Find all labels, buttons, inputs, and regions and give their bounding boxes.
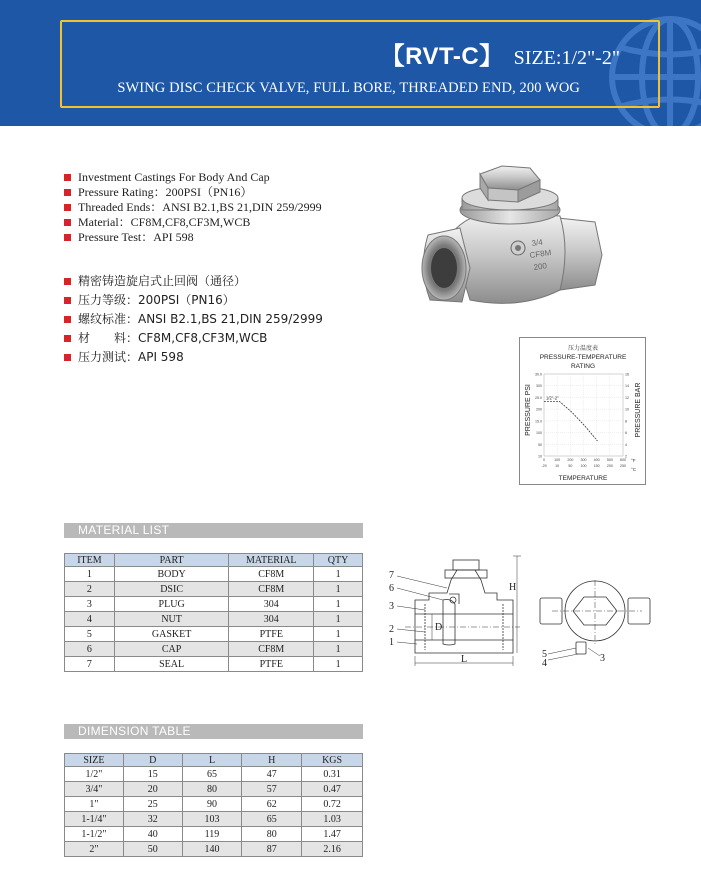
x-tick-label-f: 500 <box>606 458 613 462</box>
y2-tick-label: 6 <box>625 431 627 436</box>
feature-item: 材 料：CF8M,CF8,CF3M,WCB <box>64 329 323 348</box>
table-cell: 50 <box>123 842 182 857</box>
table-cell: 80 <box>242 827 302 842</box>
column-header: L <box>182 754 242 767</box>
y2-tick-label: 4 <box>625 442 627 447</box>
table-cell: 57 <box>242 782 302 797</box>
table-cell: 1/2" <box>65 767 124 782</box>
features-chinese <box>64 272 323 367</box>
x-tick-label-f: 0 <box>543 458 545 462</box>
bullet-square-icon <box>64 316 71 323</box>
table-cell: 304 <box>229 612 314 627</box>
y-tick-label: 30.0 <box>535 372 542 377</box>
y-tick-label: 100 <box>536 431 542 436</box>
y2-tick-label: 14 <box>625 384 629 389</box>
table-cell: 0.72 <box>302 797 363 812</box>
table-cell: 65 <box>182 767 242 782</box>
chart-ylabel-left: PRESSURE PSI <box>525 384 532 436</box>
table-cell: 2" <box>65 842 124 857</box>
table-cell: 0.47 <box>302 782 363 797</box>
chart-title-cn: 压力温度表 <box>567 345 599 352</box>
x-tick-label-f: 200 <box>567 458 574 462</box>
y-tick-label: 25.0 <box>535 395 542 400</box>
table-cell: 15 <box>123 767 182 782</box>
x-tick-label-c: 10 <box>555 464 560 468</box>
x-tick-label-c: 150 <box>593 464 600 468</box>
callout-5: 5 <box>542 649 547 660</box>
svg-text:CF8M: CF8M <box>529 248 552 260</box>
table-cell: 1.03 <box>302 812 363 827</box>
series-label: 1/2"-2" <box>546 395 559 401</box>
x-tick-label-c: 100 <box>580 464 587 468</box>
callout-1: 1 <box>389 637 394 648</box>
bullet-square-icon <box>64 335 71 342</box>
table-row <box>65 642 363 657</box>
x-tick-label-f: 300 <box>580 458 587 462</box>
table-cell: 304 <box>229 597 314 612</box>
chart-xlabel: TEMPERATURE <box>558 475 608 482</box>
features-english <box>64 170 322 245</box>
table-row <box>65 827 363 842</box>
table-cell: 103 <box>182 812 242 827</box>
dim-d-label: D <box>435 622 443 633</box>
table-cell: 62 <box>242 797 302 812</box>
table-row <box>65 567 363 582</box>
table-cell: 90 <box>182 797 242 812</box>
y-tick-label: 50 <box>538 442 542 447</box>
column-header: H <box>242 754 302 767</box>
bullet-square-icon <box>64 234 71 241</box>
table-cell: NUT <box>114 612 229 627</box>
callout-3: 3 <box>389 601 394 612</box>
pressure-temperature-chart <box>519 337 646 485</box>
table-cell: 1 <box>314 657 363 672</box>
y2-tick-label: 10 <box>625 407 629 412</box>
table-cell: 119 <box>182 827 242 842</box>
chart-title-line2: RATING <box>570 363 596 370</box>
table-cell: 25 <box>123 797 182 812</box>
bullet-square-icon <box>64 354 71 361</box>
table-row <box>65 767 363 782</box>
feature-item: 压力测试：API 598 <box>64 348 323 367</box>
chart-unit-f: °F <box>631 458 636 463</box>
valve-product-image <box>410 160 610 330</box>
table-cell: 87 <box>242 842 302 857</box>
table-cell: 65 <box>242 812 302 827</box>
model-code: 【RVT-C】 <box>380 43 504 70</box>
table-cell: 1 <box>65 567 115 582</box>
table-row <box>65 782 363 797</box>
table-row <box>65 842 363 857</box>
column-header: MATERIAL <box>229 554 314 567</box>
feature-item: 压力等级：200PSI（PN16） <box>64 291 323 310</box>
callout-6: 6 <box>389 583 394 594</box>
y2-tick-label: 12 <box>625 395 629 400</box>
table-row <box>65 812 363 827</box>
table-cell: 1-1/4" <box>65 812 124 827</box>
table-cell: 3 <box>65 597 115 612</box>
dim-h-label: H <box>509 582 517 593</box>
table-cell: 47 <box>242 767 302 782</box>
table-cell: 1.47 <box>302 827 363 842</box>
callout-3-front: 3 <box>600 653 605 664</box>
table-cell: SEAL <box>114 657 229 672</box>
table-row <box>65 627 363 642</box>
column-header: ITEM <box>65 554 115 567</box>
table-cell: 20 <box>123 782 182 797</box>
header-title <box>0 36 620 71</box>
dimension-table-title: DIMENSION TABLE <box>64 724 363 739</box>
table-cell: 7 <box>65 657 115 672</box>
material-list-table <box>64 553 363 672</box>
table-row <box>65 597 363 612</box>
feature-item: Pressure Test：API 598 <box>64 230 322 245</box>
table-cell: 1-1/2" <box>65 827 124 842</box>
feature-item: Pressure Rating：200PSI（PN16） <box>64 185 322 200</box>
callout-2: 2 <box>389 624 394 635</box>
x-tick-label-c: 250 <box>620 464 626 468</box>
valve-top-drawing <box>532 580 662 670</box>
table-cell: DSIC <box>114 582 229 597</box>
bullet-square-icon <box>64 174 71 181</box>
bullet-square-icon <box>64 204 71 211</box>
table-row <box>65 582 363 597</box>
table-cell: 1 <box>314 567 363 582</box>
table-cell: 4 <box>65 612 115 627</box>
bullet-square-icon <box>64 189 71 196</box>
table-cell: GASKET <box>114 627 229 642</box>
dim-l-label: L <box>461 654 468 665</box>
feature-item: Threaded Ends：ANSI B2.1,BS 21,DIN 259/2999 <box>64 200 322 215</box>
callout-4: 4 <box>542 658 547 669</box>
column-header: QTY <box>314 554 363 567</box>
table-cell: 80 <box>182 782 242 797</box>
column-header: SIZE <box>65 754 124 767</box>
table-cell: 2 <box>65 582 115 597</box>
chart-ylabel-right: PRESSURE BAR <box>635 382 642 438</box>
table-cell: 6 <box>65 642 115 657</box>
table-cell: PTFE <box>229 627 314 642</box>
table-cell: 1 <box>314 642 363 657</box>
table-cell: 40 <box>123 827 182 842</box>
table-cell: 3/4" <box>65 782 124 797</box>
table-header-row <box>65 754 363 767</box>
table-row <box>65 612 363 627</box>
bullet-square-icon <box>64 278 71 285</box>
size-range: SIZE:1/2"-2" <box>513 47 620 69</box>
header-subtitle: SWING DISC CHECK VALVE, FULL BORE, THREADED END, 200 WOG <box>117 80 580 96</box>
table-cell: CF8M <box>229 642 314 657</box>
table-cell: 2.16 <box>302 842 363 857</box>
table-cell: 1 <box>314 612 363 627</box>
chart-unit-c: °C <box>631 467 637 472</box>
x-tick-label-f: 400 <box>593 458 600 462</box>
y-tick-label: 300 <box>536 384 542 389</box>
y-tick-label: 15.0 <box>535 419 542 424</box>
x-tick-label-c: -29 <box>541 464 547 468</box>
bullet-square-icon <box>64 297 71 304</box>
table-cell: CF8M <box>229 567 314 582</box>
feature-item: Material：CF8M,CF8,CF3M,WCB <box>64 215 322 230</box>
table-cell: 0.31 <box>302 767 363 782</box>
y-tick-label: 10 <box>538 454 542 459</box>
feature-item: Investment Castings For Body And Cap <box>64 170 322 185</box>
x-tick-label-c: 200 <box>606 464 613 468</box>
chart-svg <box>520 338 647 486</box>
y-tick-label: 200 <box>536 407 542 412</box>
column-header: PART <box>114 554 229 567</box>
y2-tick-label: 8 <box>625 419 627 424</box>
table-cell: CF8M <box>229 582 314 597</box>
table-cell: CAP <box>114 642 229 657</box>
table-cell: BODY <box>114 567 229 582</box>
chart-title-line1: PRESSURE-TEMPERATURE <box>539 354 627 361</box>
header-banner <box>0 0 701 126</box>
table-row <box>65 797 363 812</box>
table-cell: 1 <box>314 582 363 597</box>
table-cell: 1 <box>314 627 363 642</box>
feature-item: 螺纹标准：ANSI B2.1,BS 21,DIN 259/2999 <box>64 310 323 329</box>
material-list-title: MATERIAL LIST <box>64 523 363 538</box>
table-cell: 5 <box>65 627 115 642</box>
column-header: D <box>123 754 182 767</box>
svg-text:200: 200 <box>533 261 548 272</box>
table-cell: 140 <box>182 842 242 857</box>
callout-7: 7 <box>389 570 394 581</box>
column-header: KGS <box>302 754 363 767</box>
table-cell: 1" <box>65 797 124 812</box>
feature-item: 精密铸造旋启式止回阀（通径） <box>64 272 323 291</box>
table-header-row <box>65 554 363 567</box>
x-tick-label-f: 600 <box>620 458 626 462</box>
table-row <box>65 657 363 672</box>
series-line <box>544 401 598 441</box>
table-cell: PTFE <box>229 657 314 672</box>
y2-tick-label: 2 <box>625 454 627 459</box>
y2-tick-label: 16 <box>625 372 629 377</box>
dimension-table <box>64 753 363 857</box>
x-tick-label-c: 50 <box>568 464 573 468</box>
svg-text:3/4: 3/4 <box>531 237 544 248</box>
bullet-square-icon <box>64 219 71 226</box>
table-cell: PLUG <box>114 597 229 612</box>
valve-section-drawing <box>385 548 525 673</box>
table-cell: 32 <box>123 812 182 827</box>
x-tick-label-f: 100 <box>554 458 561 462</box>
table-cell: 1 <box>314 597 363 612</box>
